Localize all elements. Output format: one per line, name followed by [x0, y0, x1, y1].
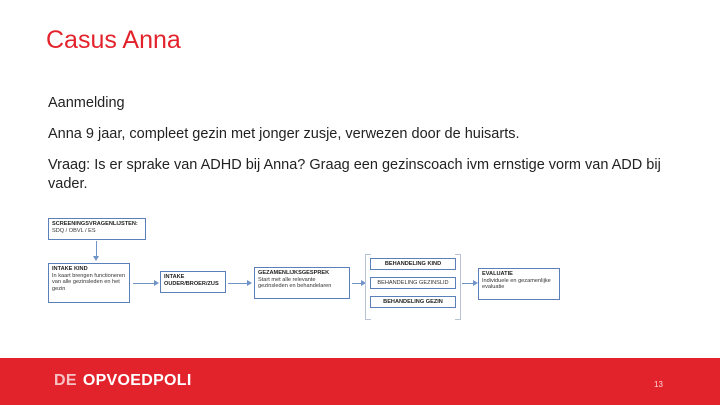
behandeling-kind-label: BEHANDELING KIND [384, 261, 442, 267]
arrow-3 [352, 283, 364, 284]
paragraph-aanmelding: Aanmelding [48, 95, 125, 111]
logo [54, 372, 192, 390]
intake-ouders-box [160, 271, 226, 293]
behandeling-gezin-box [370, 296, 456, 308]
evaluatie-box [478, 268, 560, 300]
behandeling-kind-box [370, 258, 456, 270]
page-number: 13 [654, 380, 663, 389]
gezamenlijk-box [254, 267, 350, 299]
behandeling-gezinslid-label: BEHANDELING GEZINSLID [377, 280, 449, 286]
evaluatie-text: Individuele en gezamenlijke evaluatie [482, 277, 551, 291]
gezamenlijk-title: GEZAMENLIJKSGESPREK [258, 270, 330, 276]
arrow-4 [462, 283, 476, 284]
screening-title: SCREENINGSVRAGENLIJSTEN: [52, 221, 138, 227]
arrow-2 [228, 283, 250, 284]
intake-ouders-text: OUDER/BROER/ZUS [164, 280, 219, 287]
arrow-1 [133, 283, 157, 284]
process-diagram [44, 214, 464, 322]
gezamenlijk-text: Start met alle relevante gezinsleden en behandelaren [258, 276, 332, 290]
behandeling-gezin-label: BEHANDELING GEZIN [383, 299, 443, 305]
intake-ouders-title: INTAKE [164, 274, 185, 280]
screening-down-arrow [96, 241, 97, 259]
bracket-right [455, 254, 461, 320]
paragraph-vraag: Vraag: Is er sprake van ADHD bij Anna? Graag een gezinscoach ivm ernstige vorm van ADD bij vader. [48, 157, 661, 192]
intake-kind-box [48, 263, 130, 303]
logo-main: OPVOEDPOLI [82, 372, 192, 389]
paragraph-details: Anna 9 jaar, compleet gezin met jonger zusje, verwezen door de huisarts. [48, 126, 520, 142]
logo-prefix: DE [54, 372, 77, 389]
screening-text: SDQ / OBVL / ES [52, 227, 96, 234]
intake-kind-title: INTAKE KIND [52, 266, 88, 272]
intake-kind-text: In kaart brengen functioneren van alle gezinsleden en het gezin [52, 272, 126, 292]
behandeling-gezinslid-box [370, 277, 456, 289]
screening-box [48, 218, 146, 240]
slide-title: Casus Anna [46, 26, 181, 54]
evaluatie-title: EVALUATIE [482, 271, 513, 277]
footer-bar [0, 358, 720, 405]
